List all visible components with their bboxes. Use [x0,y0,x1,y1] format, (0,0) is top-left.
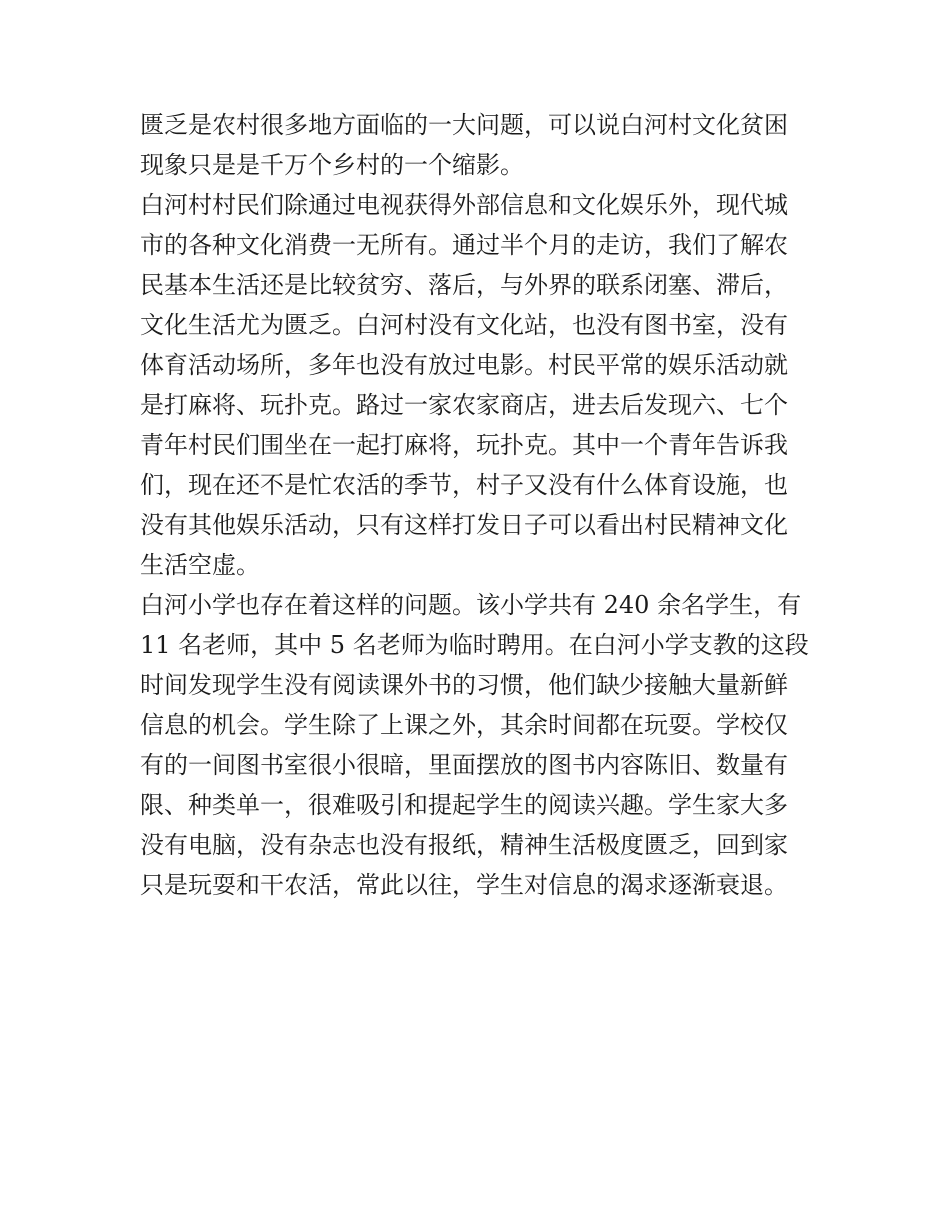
text-line: 生活空虚。 [140,551,260,579]
text-line: 11 名老师，其中 5 名老师为临时聘用。在白河小学支教的这段 [140,631,809,659]
text-line: 没有电脑，没有杂志也没有报纸，精神生活极度匮乏，回到家 [140,831,788,859]
text-line: 有的一间图书室很小很暗，里面摆放的图书内容陈旧、数量有 [140,751,788,779]
text-line: 现象只是是千万个乡村的一个缩影。 [140,151,524,179]
text-line: 文化生活尤为匮乏。白河村没有文化站，也没有图书室，没有 [140,311,788,339]
text-line: 是打麻将、玩扑克。路过一家农家商店，进去后发现六、七个 [140,391,788,419]
text-line: 青年村民们围坐在一起打麻将，玩扑克。其中一个青年告诉我 [140,431,788,459]
text-line: 们，现在还不是忙农活的季节，村子又没有什么体育设施，也 [140,471,788,499]
text-line: 信息的机会。学生除了上课之外，其余时间都在玩耍。学校仅 [140,711,788,739]
paragraph-1 [140,105,820,185]
paragraph-3 [140,585,820,905]
text-line: 限、种类单一，很难吸引和提起学生的阅读兴趣。学生家大多 [140,791,788,819]
text-line: 体育活动场所，多年也没有放过电影。村民平常的娱乐活动就 [140,351,788,379]
text-line: 民基本生活还是比较贫穷、落后，与外界的联系闭塞、滞后， [140,271,788,299]
text-line: 时间发现学生没有阅读课外书的习惯，他们缺少接触大量新鲜 [140,671,788,699]
document-body [140,105,820,905]
text-line: 白河村村民们除通过电视获得外部信息和文化娱乐外，现代城 [140,191,788,219]
text-line: 只是玩耍和干农活，常此以往，学生对信息的渴求逐渐衰退。 [140,871,788,899]
paragraph-2 [140,185,820,585]
text-line: 匮乏是农村很多地方面临的一大问题，可以说白河村文化贫困 [140,111,788,139]
text-line: 白河小学也存在着这样的问题。该小学共有 240 余名学生，有 [140,591,802,619]
text-line: 没有其他娱乐活动，只有这样打发日子可以看出村民精神文化 [140,511,788,539]
text-line: 市的各种文化消费一无所有。通过半个月的走访，我们了解农 [140,231,788,259]
